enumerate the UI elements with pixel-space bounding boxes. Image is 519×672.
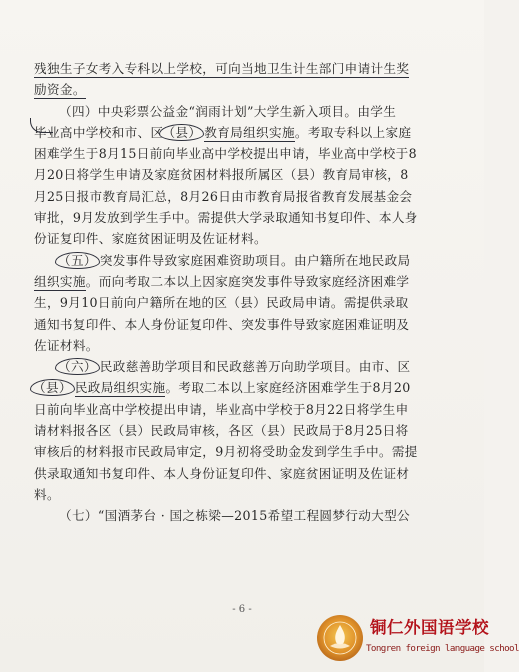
item-number: （四） — [59, 103, 98, 119]
text-line: 组织实施。而向考取二本以上因家庭突发事件导致家庭经济困难学 — [34, 273, 410, 289]
text-line: 毕业高中学校和市、区（县） 教育局组织实施。考取专科以上家庭 — [34, 124, 412, 140]
school-name-english: Tongren foreign language school — [366, 643, 519, 654]
text-line — [34, 58, 454, 79]
text-line: （七）“国酒茅台 · 国之栋梁—2015希望工程圆梦行动大型公 — [59, 508, 411, 524]
paragraph-item-5 — [34, 250, 454, 356]
text-line: （县） 民政局组织实施。考取二本以上家庭经济困难学生于8月20 — [34, 377, 454, 398]
text-line: 审批，9月发放到学生手中。需提供大学录取通知书复印件、本人身 — [34, 210, 418, 226]
paragraph-continued — [34, 58, 454, 101]
text-line: 佐证材料。 — [34, 337, 99, 353]
text-line: 生，9月10日前向户籍所在地的区（县）民政局申请。需提供录取 — [34, 295, 409, 311]
handwritten-circle: （五） — [55, 252, 100, 269]
text-line: 月25日报市教育局汇总，8月26日由市教育局报省教育发展基金会 — [34, 188, 413, 204]
document-body — [34, 58, 454, 527]
text-line: 日前向毕业高中学校提出申请，毕业高中学校于8月22日将学生申 — [34, 401, 409, 417]
text-line: （六） 民政慈善助学项目和民政慈善万向助学项目。由市、区 — [34, 356, 454, 377]
page-number: - 6 - — [232, 604, 252, 615]
handwritten-underline: 组织实施 — [34, 273, 86, 289]
school-watermark — [316, 612, 519, 668]
handwritten-underline: 民政局组织实施 — [74, 380, 166, 396]
text-line: 审核后的材料报市民政局审定，9月初将受助金发到学生手中。需提 — [34, 444, 418, 460]
text-line — [34, 79, 454, 100]
paragraph-item-7 — [34, 505, 454, 526]
school-logo-icon — [316, 614, 364, 662]
school-name: 铜仁外国语学校 — [370, 618, 489, 637]
handwritten-circle: （县） — [159, 124, 204, 141]
text-line: 通知书复印件、本人身份证复印件、突发事件导致家庭困难证明及 — [34, 316, 410, 332]
text-line: （四）中央彩票公益金“润雨计划”大学生新入项目。由学生 — [59, 103, 397, 119]
text-line: 请材料报各区（县）民政局审核，各区（县）民政局于8月25日将 — [34, 423, 409, 439]
text-line: 供录取通知书复印件、本人身份证复印件、家庭贫困证明及佐证材 — [34, 465, 410, 481]
text-line: 份证复印件、家庭贫困证明及佐证材料。 — [34, 231, 267, 247]
text-line: 料。 — [34, 486, 60, 502]
paragraph-item-4 — [34, 101, 454, 250]
text-line: （五） 突发事件导致家庭困难资助项目。由户籍所在地民政局 — [34, 250, 454, 271]
handwritten-circle: （县） — [30, 379, 75, 396]
paragraph-item-6 — [34, 356, 454, 505]
handwritten-underline: 教育局组织实施 — [204, 124, 295, 140]
handwritten-circle: （六） — [55, 358, 100, 375]
text-line: 月20日将学生申请及家庭贫困材料报所属区（县）教育局审核，8 — [34, 167, 409, 183]
handwritten-underline: 残独生子女考入专科以上学校，可向当地卫生计生部门申请计生奖 — [34, 61, 410, 76]
handwritten-underline: 励资金。 — [34, 82, 86, 98]
text-line: 困难学生于8月15日前向毕业高中学校提出申请，毕业高中学校于8 — [34, 146, 417, 162]
